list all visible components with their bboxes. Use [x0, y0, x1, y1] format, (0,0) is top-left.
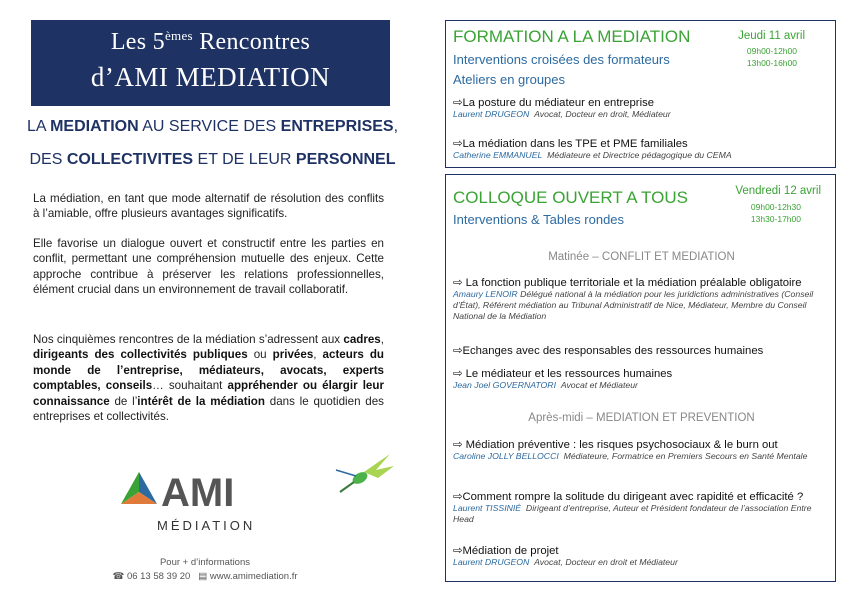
colloque-time-afternoon: 13h30-17h00: [750, 214, 801, 224]
event-title-banner: [31, 20, 390, 106]
para-text: Nos cinquièmes rencontres de la médiation s’adressent aux: [33, 333, 344, 346]
para-text: ,: [380, 333, 384, 346]
contact-details: [80, 571, 330, 582]
title-superscript: èmes: [164, 28, 193, 43]
para-text: dans le quotidien des entreprises et collectivités.: [33, 394, 384, 424]
phone-number[interactable]: 06 13 58 39 20: [126, 571, 191, 582]
formation-subtitle-1: Interventions croisées des formateurs: [453, 52, 670, 67]
logo-triangle-icon: [121, 472, 157, 504]
hummingbird-icon: [330, 448, 400, 508]
para-text: ,: [313, 348, 323, 362]
para-bold: acteurs du monde de l’entreprise, médiateurs, avocats, experts comptables, conseils: [33, 348, 385, 393]
speaker-name: Amaury LENOIR: [453, 289, 518, 299]
formation-date: Jeudi 11 avril: [738, 30, 805, 42]
subtitle-text: ET DE LEUR: [193, 151, 296, 168]
speaker-role: Avocat, Docteur en droit et Médiateur: [534, 557, 678, 567]
speaker-role: Médiateure, Formatrice en Premiers Secours en Santé Mentale: [563, 451, 808, 461]
speaker-role: Délégué national à la médiation pour les juridictions administratives (Conseil d’État), Référent médiation au Tribunal Administratif de Nice, Médiateur, Membre du Conseil National de la Médiation: [453, 289, 814, 321]
item-title: ⇨ Le médiateur et les ressources humaines: [453, 368, 673, 380]
subtitle-bold: COLLECTIVITES: [66, 151, 194, 168]
item-title: ⇨La médiation dans les TPE et PME familiales: [453, 138, 688, 150]
item-title: ⇨Médiation de projet: [453, 545, 559, 557]
subtitle-bold: ENTREPRISES: [280, 118, 394, 135]
formation-time-afternoon: 13h00-16h00: [746, 58, 797, 68]
speaker-name: Catherine EMMANUEL: [453, 150, 543, 160]
subtitle-text: ,: [393, 118, 399, 135]
colloque-subtitle: Interventions & Tables rondes: [453, 212, 625, 227]
colloque-item: [453, 544, 828, 568]
speaker-name: Laurent TISSINIÉ: [453, 503, 522, 513]
speaker-name: Laurent DRUGEON: [453, 109, 530, 119]
item-title: ⇨Comment rompre la solitude du dirigeant avec rapidité et efficacité ?: [453, 491, 804, 503]
subtitle-bold: MEDIATION: [50, 118, 139, 135]
morning-section-heading: Matinée – CONFLIT ET MEDIATION: [548, 251, 735, 263]
logo-subtext: MÉDIATION: [157, 518, 256, 533]
title-text-b: Rencontres: [192, 29, 311, 55]
formation-time-morning: 09h00-12h00: [746, 46, 797, 56]
colloque-item: [453, 490, 828, 525]
item-title: ⇨ Médiation préventive : les risques psychosociaux & le burn out: [453, 439, 778, 451]
item-speaker: [453, 109, 828, 120]
para-text: … souhaitant: [152, 379, 228, 393]
intro-paragraph-2: Elle favorise un dialogue ouvert et constructif entre les parties en conflit, permettant une compréhension mutuelle des enjeux. Cette approche contribue à préserver les relations professionnelles, élément crucial dans un environnement de travail collaboratif.: [33, 237, 384, 297]
item-speaker: [453, 380, 828, 391]
subtitle-text: AU SERVICE DES: [138, 118, 281, 135]
item-title: ⇨ La fonction publique territoriale et la médiation préalable obligatoire: [453, 277, 802, 289]
contact-label: Pour + d’informations: [159, 557, 251, 568]
colloque-item: [453, 276, 828, 322]
web-icon: ▤: [198, 571, 208, 582]
item-speaker: [453, 557, 828, 568]
item-speaker: [453, 289, 828, 322]
colloque-box: [445, 174, 836, 582]
speaker-role: Dirigeant d’entreprise, Auteur et Président fondateur de l’association Entre Head: [453, 503, 812, 524]
subtitle-text: DES: [29, 151, 67, 168]
speaker-role: Médiateure et Directrice pédagogique du CEMA: [547, 150, 732, 160]
intro-paragraph-1: La médiation, en tant que mode alternatif de résolution des conflits à l’amiable, offre plusieurs avantages significatifs.: [33, 192, 384, 221]
para-bold: dirigeants des collectivités publiques: [33, 348, 248, 362]
para-bold: appréhender ou élargir leur connaissance: [33, 379, 384, 408]
para-bold: cadres: [343, 333, 381, 346]
colloque-title: COLLOQUE OUVERT A TOUS: [453, 188, 688, 207]
website-link[interactable]: www.amimediation.fr: [209, 571, 298, 582]
formation-item: [453, 137, 828, 161]
colloque-time-morning: 09h00-12h30: [750, 202, 801, 212]
item-speaker: [453, 451, 828, 462]
logo-text: AMI: [161, 471, 235, 515]
item-title: ⇨Echanges avec des responsables des ressources humaines: [453, 345, 764, 357]
subtitle-line1: [20, 118, 405, 136]
ami-mediation-logo: [117, 466, 292, 536]
colloque-item: [453, 344, 828, 357]
para-text: de l’: [109, 394, 138, 408]
subtitle-line2: [20, 151, 405, 169]
colloque-item: [453, 438, 828, 462]
event-title-line2: d’AMI MEDIATION: [90, 62, 331, 92]
para-bold: intérêt de la médiation: [137, 394, 265, 408]
colloque-date: Vendredi 12 avril: [735, 185, 821, 197]
formation-item: [453, 96, 828, 120]
para-bold: privées: [272, 348, 314, 362]
item-title: ⇨La posture du médiateur en entreprise: [453, 97, 655, 109]
afternoon-section-heading: Après-midi – MEDIATION ET PREVENTION: [528, 412, 755, 424]
speaker-name: Caroline JOLLY BELLOCCI: [453, 451, 559, 461]
item-speaker: [453, 150, 828, 161]
speaker-role: Avocat, Docteur en droit, Médiateur: [534, 109, 671, 119]
subtitle-bold: PERSONNEL: [295, 151, 396, 168]
audience-paragraph: [33, 332, 384, 424]
subtitle-text: LA: [26, 118, 51, 135]
speaker-name: Jean Joel GOVERNATORI: [453, 380, 556, 390]
speaker-role: Avocat et Médiateur: [560, 380, 638, 390]
formation-box: [445, 20, 836, 168]
colloque-item: [453, 367, 828, 391]
formation-subtitle-2: Ateliers en groupes: [453, 72, 566, 87]
phone-icon: ☎: [112, 571, 125, 582]
title-text-a: Les 5: [110, 29, 165, 55]
formation-title: FORMATION A LA MEDIATION: [453, 27, 691, 46]
event-title-line1: [31, 28, 390, 56]
speaker-name: Laurent DRUGEON: [453, 557, 530, 567]
para-text: ou: [247, 348, 273, 362]
item-speaker: [453, 503, 828, 525]
